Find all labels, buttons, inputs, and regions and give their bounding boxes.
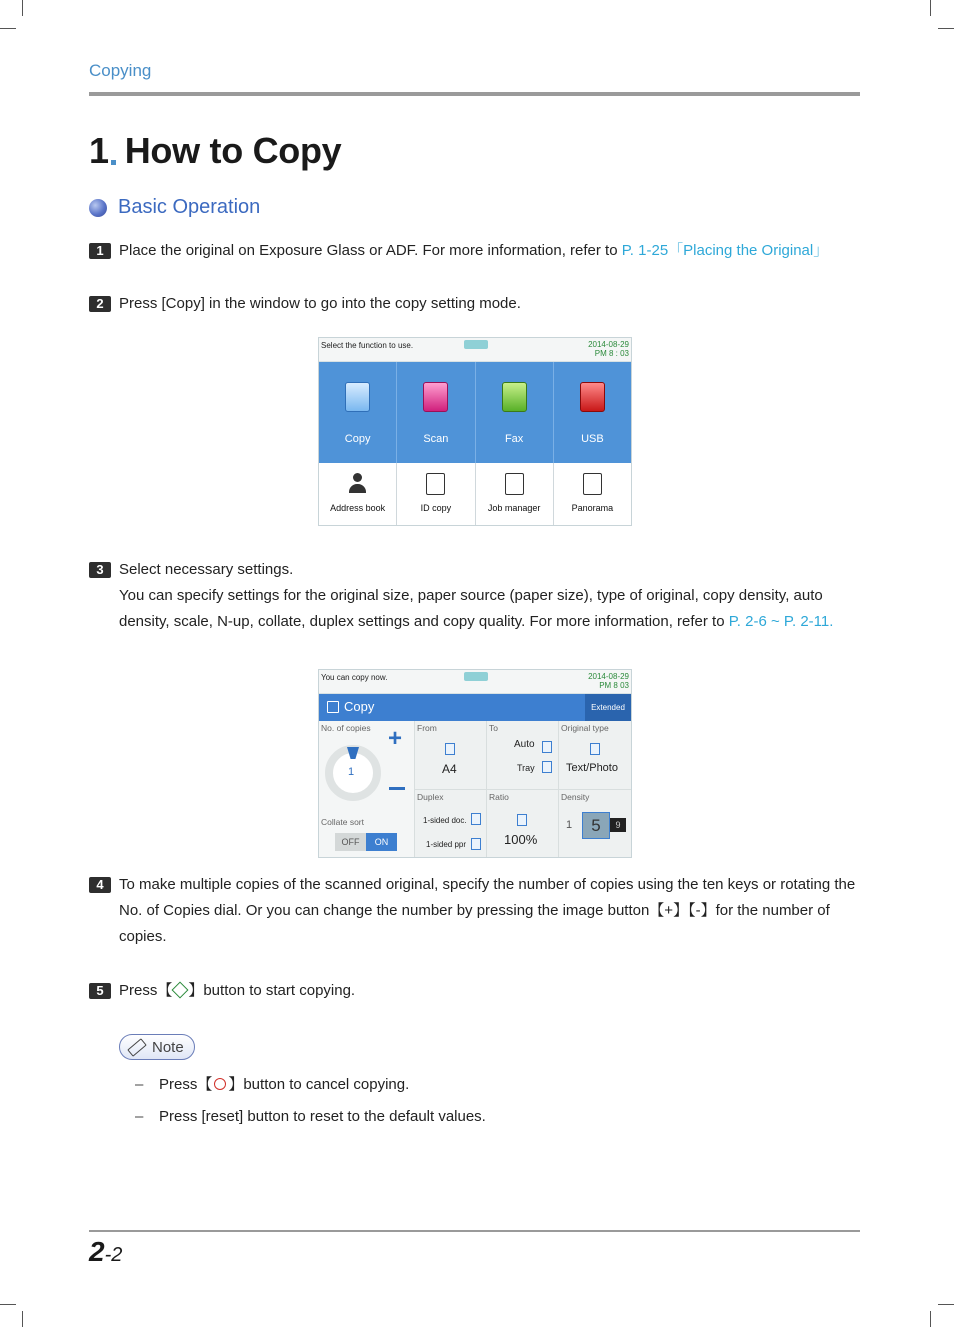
status-message: Select the function to use. bbox=[321, 341, 414, 350]
crop-mark bbox=[0, 1304, 16, 1305]
step-number: 1 bbox=[89, 243, 111, 259]
copy-screen-screenshot bbox=[318, 669, 632, 858]
duplex-setting[interactable] bbox=[415, 790, 487, 858]
crop-mark bbox=[0, 28, 16, 29]
tile-label: USB bbox=[581, 433, 604, 445]
page-suffix: -2 bbox=[104, 1244, 123, 1266]
crop-mark bbox=[22, 0, 23, 16]
tray-icon bbox=[542, 741, 552, 753]
subheading bbox=[89, 196, 260, 219]
step-text: 】button to start copying. bbox=[188, 982, 356, 999]
crop-mark bbox=[22, 1311, 23, 1327]
title-text: How to Copy bbox=[124, 130, 342, 171]
tile-panorama[interactable] bbox=[554, 463, 631, 525]
step-text: Press【 bbox=[119, 982, 173, 999]
step-number: 4 bbox=[89, 877, 111, 893]
density-min: 1 bbox=[566, 819, 573, 831]
reference-link[interactable]: P. 2-6 ~ P. 2-11. bbox=[728, 613, 834, 630]
step-1 bbox=[89, 238, 860, 264]
sphere-bullet-icon bbox=[89, 199, 107, 217]
doc-icon bbox=[471, 813, 481, 825]
function-tiles bbox=[319, 362, 631, 463]
reference-link[interactable]: P. 1-25「Placing the Original」 bbox=[621, 242, 829, 259]
usb-icon bbox=[580, 382, 605, 412]
tile-job-manager[interactable] bbox=[476, 463, 554, 525]
title-number: 1 bbox=[89, 130, 109, 171]
paper-icon bbox=[542, 761, 552, 773]
scan-icon bbox=[423, 382, 448, 412]
ratio-icon bbox=[517, 814, 527, 826]
ratio-value: 100% bbox=[504, 832, 538, 847]
ratio-setting[interactable] bbox=[487, 790, 559, 858]
note-badge bbox=[119, 1034, 195, 1060]
paper-icon bbox=[471, 838, 481, 850]
original-type-label: Original type bbox=[561, 723, 609, 733]
ratio-label: Ratio bbox=[489, 792, 509, 802]
from-label: From bbox=[417, 723, 437, 733]
copy-title-bar bbox=[319, 694, 631, 721]
note-item: – Press [reset] button to reset to the default values. bbox=[135, 1108, 486, 1125]
copies-dial[interactable] bbox=[325, 745, 381, 801]
collate-label: Collate sort bbox=[321, 817, 364, 827]
step-4 bbox=[89, 872, 860, 950]
step-text: Press [Copy] in the window to go into the copy setting mode. bbox=[119, 295, 521, 312]
step-3 bbox=[89, 557, 860, 635]
dial-needle-icon bbox=[347, 747, 359, 759]
section-header: Copying bbox=[89, 61, 152, 80]
from-setting[interactable] bbox=[415, 721, 487, 790]
tile-label: Job manager bbox=[487, 503, 541, 513]
home-screen-screenshot bbox=[318, 337, 632, 526]
tile-label: ID copy bbox=[420, 503, 452, 513]
page-title bbox=[89, 130, 341, 172]
screen-title: Copy bbox=[344, 699, 375, 714]
density-max: 9 bbox=[610, 818, 626, 832]
step-number: 3 bbox=[89, 562, 111, 578]
step-text: Place the original on Exposure Glass or ADF. For more information, refer to bbox=[119, 242, 622, 259]
plus-icon[interactable]: + bbox=[388, 725, 403, 752]
tile-label: Panorama bbox=[571, 503, 614, 513]
datetime: 2014-08-29 PM 8 03 bbox=[588, 672, 629, 690]
note-text: Press [reset] button to reset to the default values. bbox=[159, 1108, 486, 1125]
tile-label: Fax bbox=[504, 433, 524, 445]
tile-fax[interactable] bbox=[476, 362, 554, 463]
original-type-value: Text/Photo bbox=[566, 762, 618, 774]
stop-icon bbox=[214, 1078, 226, 1090]
toggle-off[interactable]: OFF bbox=[335, 833, 366, 851]
header-rule bbox=[89, 92, 860, 96]
text-photo-icon bbox=[590, 743, 600, 755]
from-value: A4 bbox=[442, 762, 457, 776]
tile-label: Copy bbox=[344, 433, 371, 445]
footer-rule bbox=[89, 1230, 860, 1232]
to-setting[interactable] bbox=[487, 721, 559, 790]
step-text: To make multiple copies of the scanned original, specify the number of copies using the ten keys or rotating the No. of Copies dial. Or you can change the number by pressing the image button【+】【-】for the number of copies. bbox=[119, 876, 856, 945]
page-number bbox=[89, 1236, 122, 1268]
duplex-doc: 1-sided doc. bbox=[423, 816, 467, 825]
tile-scan[interactable] bbox=[397, 362, 475, 463]
toggle-on[interactable]: ON bbox=[366, 833, 397, 851]
copies-label: No. of copies bbox=[321, 723, 371, 733]
id-card-icon bbox=[426, 473, 445, 495]
menu-handle[interactable] bbox=[464, 672, 488, 681]
step-number: 5 bbox=[89, 983, 111, 999]
copy-icon bbox=[345, 382, 370, 412]
note-text: Press【 bbox=[159, 1076, 213, 1093]
minus-icon[interactable] bbox=[389, 787, 405, 790]
start-icon bbox=[172, 982, 189, 999]
duplex-label: Duplex bbox=[417, 792, 444, 802]
density-value[interactable]: 5 bbox=[582, 812, 610, 839]
status-message: You can copy now. bbox=[321, 673, 388, 682]
settings-grid bbox=[319, 721, 631, 858]
secondary-tiles bbox=[319, 463, 631, 525]
status-bar bbox=[319, 670, 631, 694]
duplex-paper: 1-sided ppr bbox=[426, 840, 467, 849]
tile-label: Address book bbox=[330, 503, 386, 513]
copies-panel bbox=[319, 721, 415, 858]
step-text: Select necessary settings. bbox=[119, 561, 294, 578]
person-icon bbox=[348, 473, 367, 495]
subheading-text: Basic Operation bbox=[118, 196, 261, 218]
clipboard-check-icon bbox=[505, 473, 524, 495]
to-auto: Auto bbox=[514, 739, 535, 750]
tile-address-book[interactable] bbox=[319, 463, 397, 525]
step-2 bbox=[89, 291, 860, 317]
copies-value: 1 bbox=[348, 766, 355, 778]
pages-icon bbox=[583, 473, 602, 495]
tile-usb[interactable] bbox=[554, 362, 631, 463]
crop-mark bbox=[930, 0, 931, 16]
menu-handle[interactable] bbox=[464, 340, 488, 349]
tile-copy[interactable] bbox=[319, 362, 397, 463]
pencil-icon bbox=[127, 1038, 147, 1056]
original-type-setting[interactable] bbox=[559, 721, 632, 790]
note-text: 】button to cancel copying. bbox=[228, 1076, 410, 1093]
crop-mark bbox=[938, 1304, 954, 1305]
tile-id-copy[interactable] bbox=[397, 463, 475, 525]
collate-toggle[interactable] bbox=[335, 833, 397, 851]
note-item: – Press【 】button to cancel copying. bbox=[135, 1076, 410, 1093]
fax-icon bbox=[502, 382, 527, 412]
extended-button[interactable]: Extended bbox=[585, 694, 631, 721]
status-bar bbox=[319, 338, 631, 362]
to-tray: Tray bbox=[517, 763, 535, 773]
density-setting[interactable] bbox=[559, 790, 632, 858]
datetime: 2014-08-29 PM 8 : 03 bbox=[588, 340, 629, 358]
tile-label: Scan bbox=[423, 433, 449, 445]
title-dot bbox=[111, 160, 116, 165]
note-label: Note bbox=[152, 1038, 184, 1056]
chapter-number: 2 bbox=[89, 1236, 105, 1267]
step-number: 2 bbox=[89, 296, 111, 312]
crop-mark bbox=[930, 1311, 931, 1327]
density-label: Density bbox=[561, 792, 590, 802]
crop-mark bbox=[938, 28, 954, 29]
copy-icon bbox=[327, 701, 339, 713]
to-label: To bbox=[489, 723, 498, 733]
step-detail: You can specify settings for the original size, paper source (paper size), type of original, copy density, auto density, scale, N-up, collate, duplex settings and copy quality. For more information, refer to bbox=[119, 587, 823, 630]
paper-icon bbox=[445, 743, 455, 755]
step-5 bbox=[89, 978, 860, 1004]
